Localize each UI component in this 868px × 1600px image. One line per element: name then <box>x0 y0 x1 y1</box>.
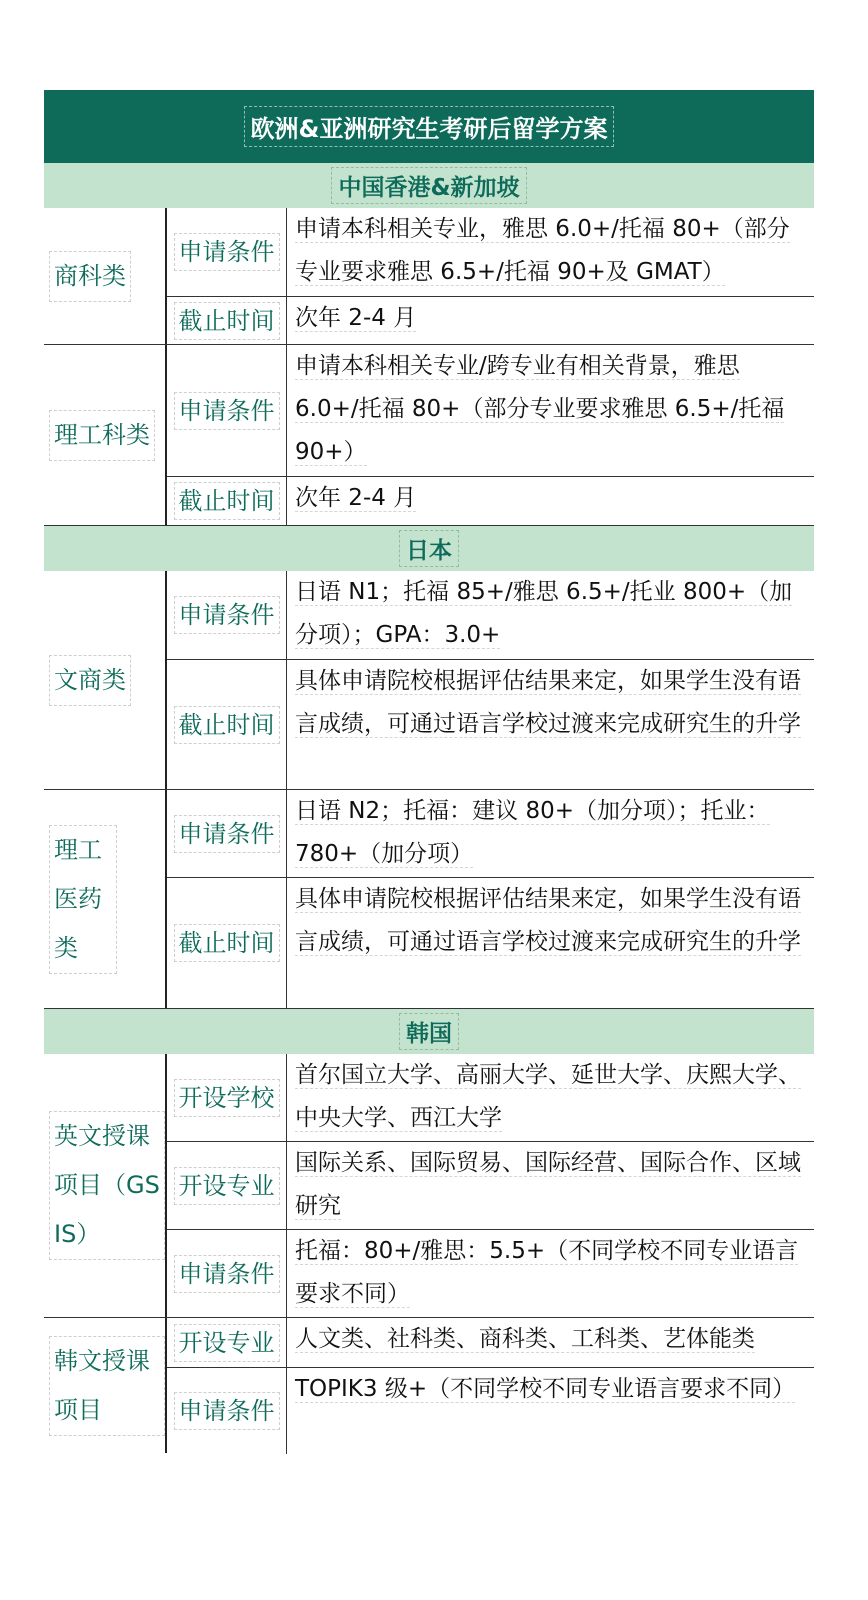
section-header-korea <box>44 1009 814 1054</box>
row-label-cell <box>167 571 287 659</box>
row-label-cell <box>167 1318 287 1367</box>
row-value-text: 日语 N1；托福 85+/雅思 6.5+/托业 800+（加分项）；GPA：3.0+ <box>295 579 793 648</box>
category-label: 韩文授课项目 <box>49 1336 165 1436</box>
row-value <box>287 477 814 525</box>
row-label: 开设学校 <box>174 1079 280 1117</box>
row-label: 开设专业 <box>174 1167 280 1205</box>
row-value <box>287 571 814 659</box>
row-value <box>287 1368 814 1454</box>
row-label: 申请条件 <box>174 233 280 271</box>
row-value-text: 次年 2-4 月 <box>295 485 417 511</box>
table-row <box>167 878 814 1008</box>
table-title-bar <box>44 90 814 163</box>
table-row <box>167 345 814 477</box>
category-label: 英文授课项目（GSIS） <box>49 1111 165 1260</box>
category-cell <box>44 208 167 344</box>
group-english-taught <box>44 1054 814 1318</box>
row-value <box>287 1318 814 1367</box>
row-label-cell <box>167 1142 287 1229</box>
category-label: 理工科类 <box>49 410 155 461</box>
table-row <box>167 1230 814 1317</box>
row-value-text: TOPIK3 级+（不同学校不同专业语言要求不同） <box>295 1376 796 1402</box>
row-value <box>287 660 814 789</box>
row-label-cell <box>167 208 287 296</box>
table-row <box>167 1142 814 1230</box>
section-header-japan <box>44 526 814 571</box>
row-label-cell <box>167 660 287 789</box>
table-row <box>167 477 814 525</box>
table-row <box>167 660 814 789</box>
row-value-text: 申请本科相关专业/跨专业有相关背景，雅思 6.0+/托福 80+（部分专业要求雅思 6.5+/托福 90+） <box>295 353 785 465</box>
category-cell <box>44 790 167 1008</box>
row-value-text: 具体申请院校根据评估结果来定，如果学生没有语言成绩，可通过语言学校过渡来完成研究生的升学 <box>295 668 801 737</box>
category-cell <box>44 1054 167 1317</box>
row-value-text: 国际关系、国际贸易、国际经营、国际合作、区域研究 <box>295 1150 801 1219</box>
group-korean-taught <box>44 1318 814 1454</box>
row-value <box>287 790 814 877</box>
section-header-hk-sg <box>44 163 814 208</box>
category-label: 文商类 <box>49 655 131 706</box>
category-label: 理工医药类 <box>49 825 117 974</box>
section-title: 中国香港&新加坡 <box>331 167 526 204</box>
row-label-cell <box>167 1054 287 1141</box>
row-value <box>287 878 814 1008</box>
row-label: 申请条件 <box>174 596 280 634</box>
group-business <box>44 208 814 345</box>
table-row <box>167 208 814 297</box>
row-label: 截止时间 <box>174 924 280 962</box>
row-label-cell <box>167 790 287 877</box>
row-value-text: 人文类、社科类、商科类、工科类、艺体能类 <box>295 1326 755 1352</box>
row-label-cell <box>167 477 287 525</box>
category-cell <box>44 1318 167 1453</box>
row-value <box>287 1054 814 1141</box>
section-title: 韩国 <box>399 1013 459 1050</box>
group-humanities-business <box>44 571 814 790</box>
row-label: 截止时间 <box>174 706 280 744</box>
row-label: 截止时间 <box>174 302 280 340</box>
row-value <box>287 1230 814 1317</box>
row-value-text: 具体申请院校根据评估结果来定，如果学生没有语言成绩，可通过语言学校过渡来完成研究生的升学 <box>295 886 801 955</box>
row-label-cell <box>167 345 287 476</box>
row-value-text: 申请本科相关专业，雅思 6.0+/托福 80+（部分专业要求雅思 6.5+/托福 90+及 GMAT） <box>295 216 790 285</box>
table-row <box>167 1054 814 1142</box>
row-value <box>287 345 814 476</box>
category-cell <box>44 571 167 789</box>
row-value-text: 托福：80+/雅思：5.5+（不同学校不同专业语言要求不同） <box>295 1238 799 1307</box>
table-row <box>167 790 814 878</box>
study-abroad-table <box>44 90 814 1454</box>
row-label: 申请条件 <box>174 1255 280 1293</box>
category-cell <box>44 345 167 525</box>
group-science-medicine <box>44 790 814 1009</box>
row-label-cell <box>167 297 287 344</box>
group-science-engineering <box>44 345 814 526</box>
row-value <box>287 1142 814 1229</box>
row-value <box>287 208 814 296</box>
section-title: 日本 <box>399 530 459 567</box>
row-value <box>287 297 814 344</box>
row-label-cell <box>167 1230 287 1317</box>
row-label-cell <box>167 878 287 1008</box>
table-title: 欧洲&亚洲研究生考研后留学方案 <box>244 106 615 147</box>
row-label: 截止时间 <box>174 482 280 520</box>
row-label: 申请条件 <box>174 1392 280 1430</box>
table-row <box>167 571 814 660</box>
row-label-cell <box>167 1368 287 1454</box>
table-row <box>167 1318 814 1368</box>
row-label: 开设专业 <box>174 1324 280 1362</box>
row-label: 申请条件 <box>174 815 280 853</box>
table-row <box>167 1368 814 1454</box>
row-value-text: 首尔国立大学、高丽大学、延世大学、庆熙大学、中央大学、西江大学 <box>295 1062 801 1131</box>
category-label: 商科类 <box>49 251 131 302</box>
row-value-text: 次年 2-4 月 <box>295 305 417 331</box>
table-row <box>167 297 814 344</box>
row-label: 申请条件 <box>174 392 280 430</box>
row-value-text: 日语 N2；托福：建议 80+（加分项）；托业：780+（加分项） <box>295 798 770 867</box>
